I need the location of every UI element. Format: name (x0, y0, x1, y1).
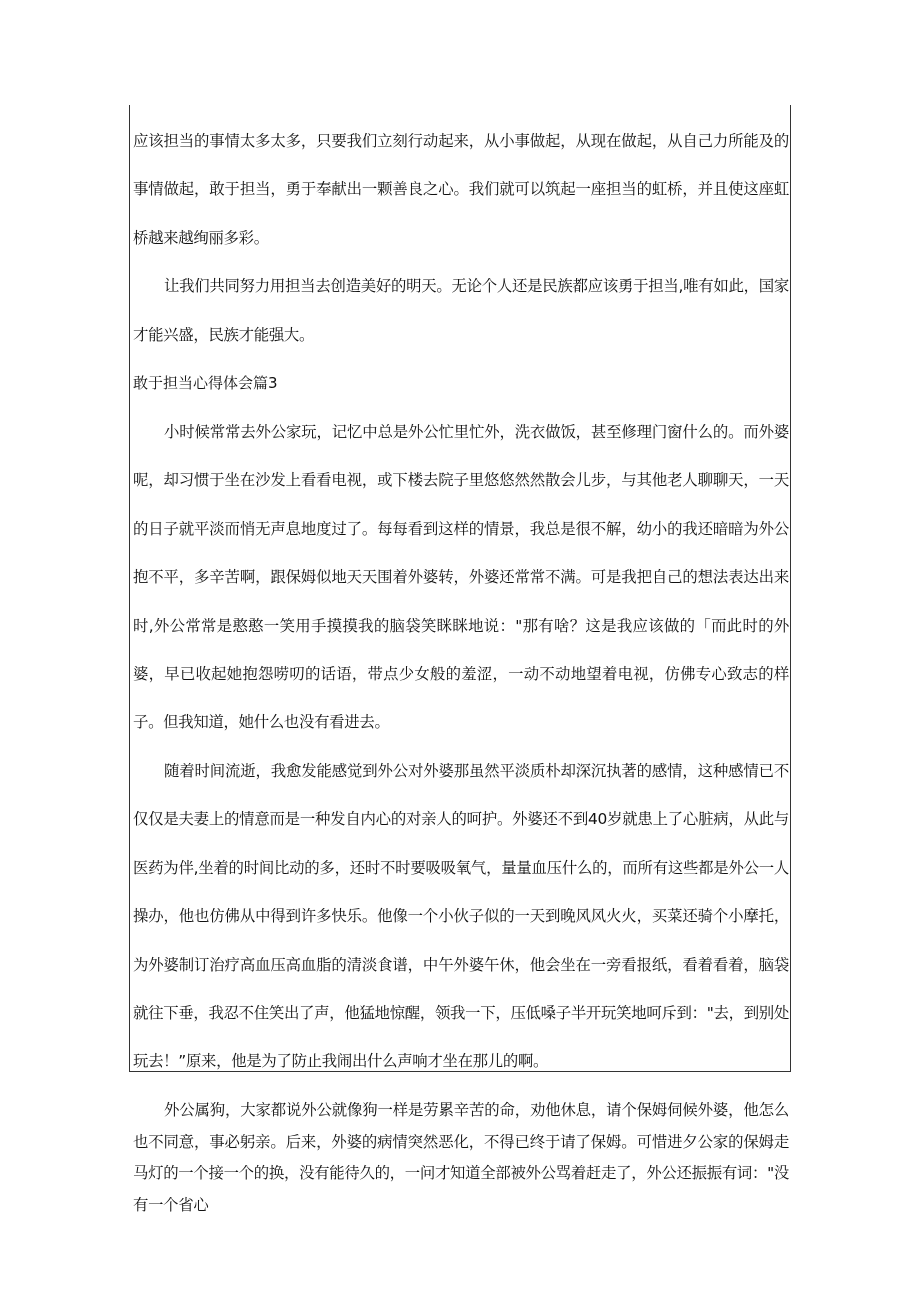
section-heading: 敢于担当心得体会篇3 (133, 374, 278, 393)
paragraph-grandparents: 随着时间流逝，我愈发能感觉到外公对外婆那虽然平淡质朴却深沉执著的感情，这种感情已不仅仅是夫妻上的情意而是一种发自内心的对亲人的呵护。外婆还不到40岁就患上了心脏病，从此与医药为伴,坐着的时间比动的多，还时不时要吸吸氧气，量量血压什么的，而所有这些都是外公一人操办，他也仿佛从中得到许多快乐。他像一个小伙子似的一天到晚风风火火，买菜还骑个小摩托，为外婆制订治疗高血压高血脂的清淡食谱，中午外婆午休，他会坐在一旁看报纸，看着看着，脑袋就往下垂，我忍不住笑出了声，他猛地惊醒，领我一下，压低嗓子半开玩笑地呵斥到："去，到别处玩去！”原来，他是为了防止我闹出什么声响才坐在那儿的啊。 (133, 761, 789, 1071)
paragraph-grandfather-dog: 外公属狗，大家都说外公就像狗一样是劳累辛苦的命，劝他休息，请个保姆伺候外婆，他怎么也不同意，事必躬亲。后来，外婆的病情突然恶化，不得已终于请了保姆。可惜进夕公家的保姆走马灯的一个接一个的换，没有能待久的，一问才知道全部被外公骂着赶走了，外公还振振有词："没有一个省心 (133, 1101, 789, 1214)
paragraph-conclusion: 让我们共同努力用担当去创造美好的明天。无论个人还是民族都应该勇于担当,唯有如此，国家才能兴盛，民族才能强大。 (133, 277, 789, 344)
framed-section (133, 117, 789, 1086)
paragraph-childhood: 小时候常常去外公家玩，记忆中总是外公忙里忙外，洗衣做饭，甚至修理门窗什么的。而外婆呢，却习惯于坐在沙发上看看电视，或下楼去院子里悠悠然然散会儿步，与其他老人聊聊天，一天的日子就平淡而悄无声息地度过了。每每看到这样的情景，我总是很不解，幼小的我还暗暗为外公抱不平，多辛苦啊，跟保姆似地天天围着外婆转，外婆还常常不满。可是我把自己的想法表达出来时,外公常常是憨憨一笑用手摸摸我的脑袋笑眯眯地说："那有啥？这是我应该做的「而此时的外婆，早已收起她抱怨唠叨的话语，带点少女般的羞涩，一动不动地望着电视，仿佛专心致志的样子。但我知道，她什么也没有看进去。 (133, 423, 789, 732)
paragraph-responsibility: 应该担当的事情太多太多，只要我们立刻行动起来，从小事做起，从现在做起，从自己力所能及的事情做起，敢于担当，勇于奉献出一颗善良之心。我们就可以筑起一座担当的虹桥，并且使这座虹桥越来越绚丽多彩。 (133, 132, 789, 247)
after-frame-section (133, 1095, 789, 1221)
